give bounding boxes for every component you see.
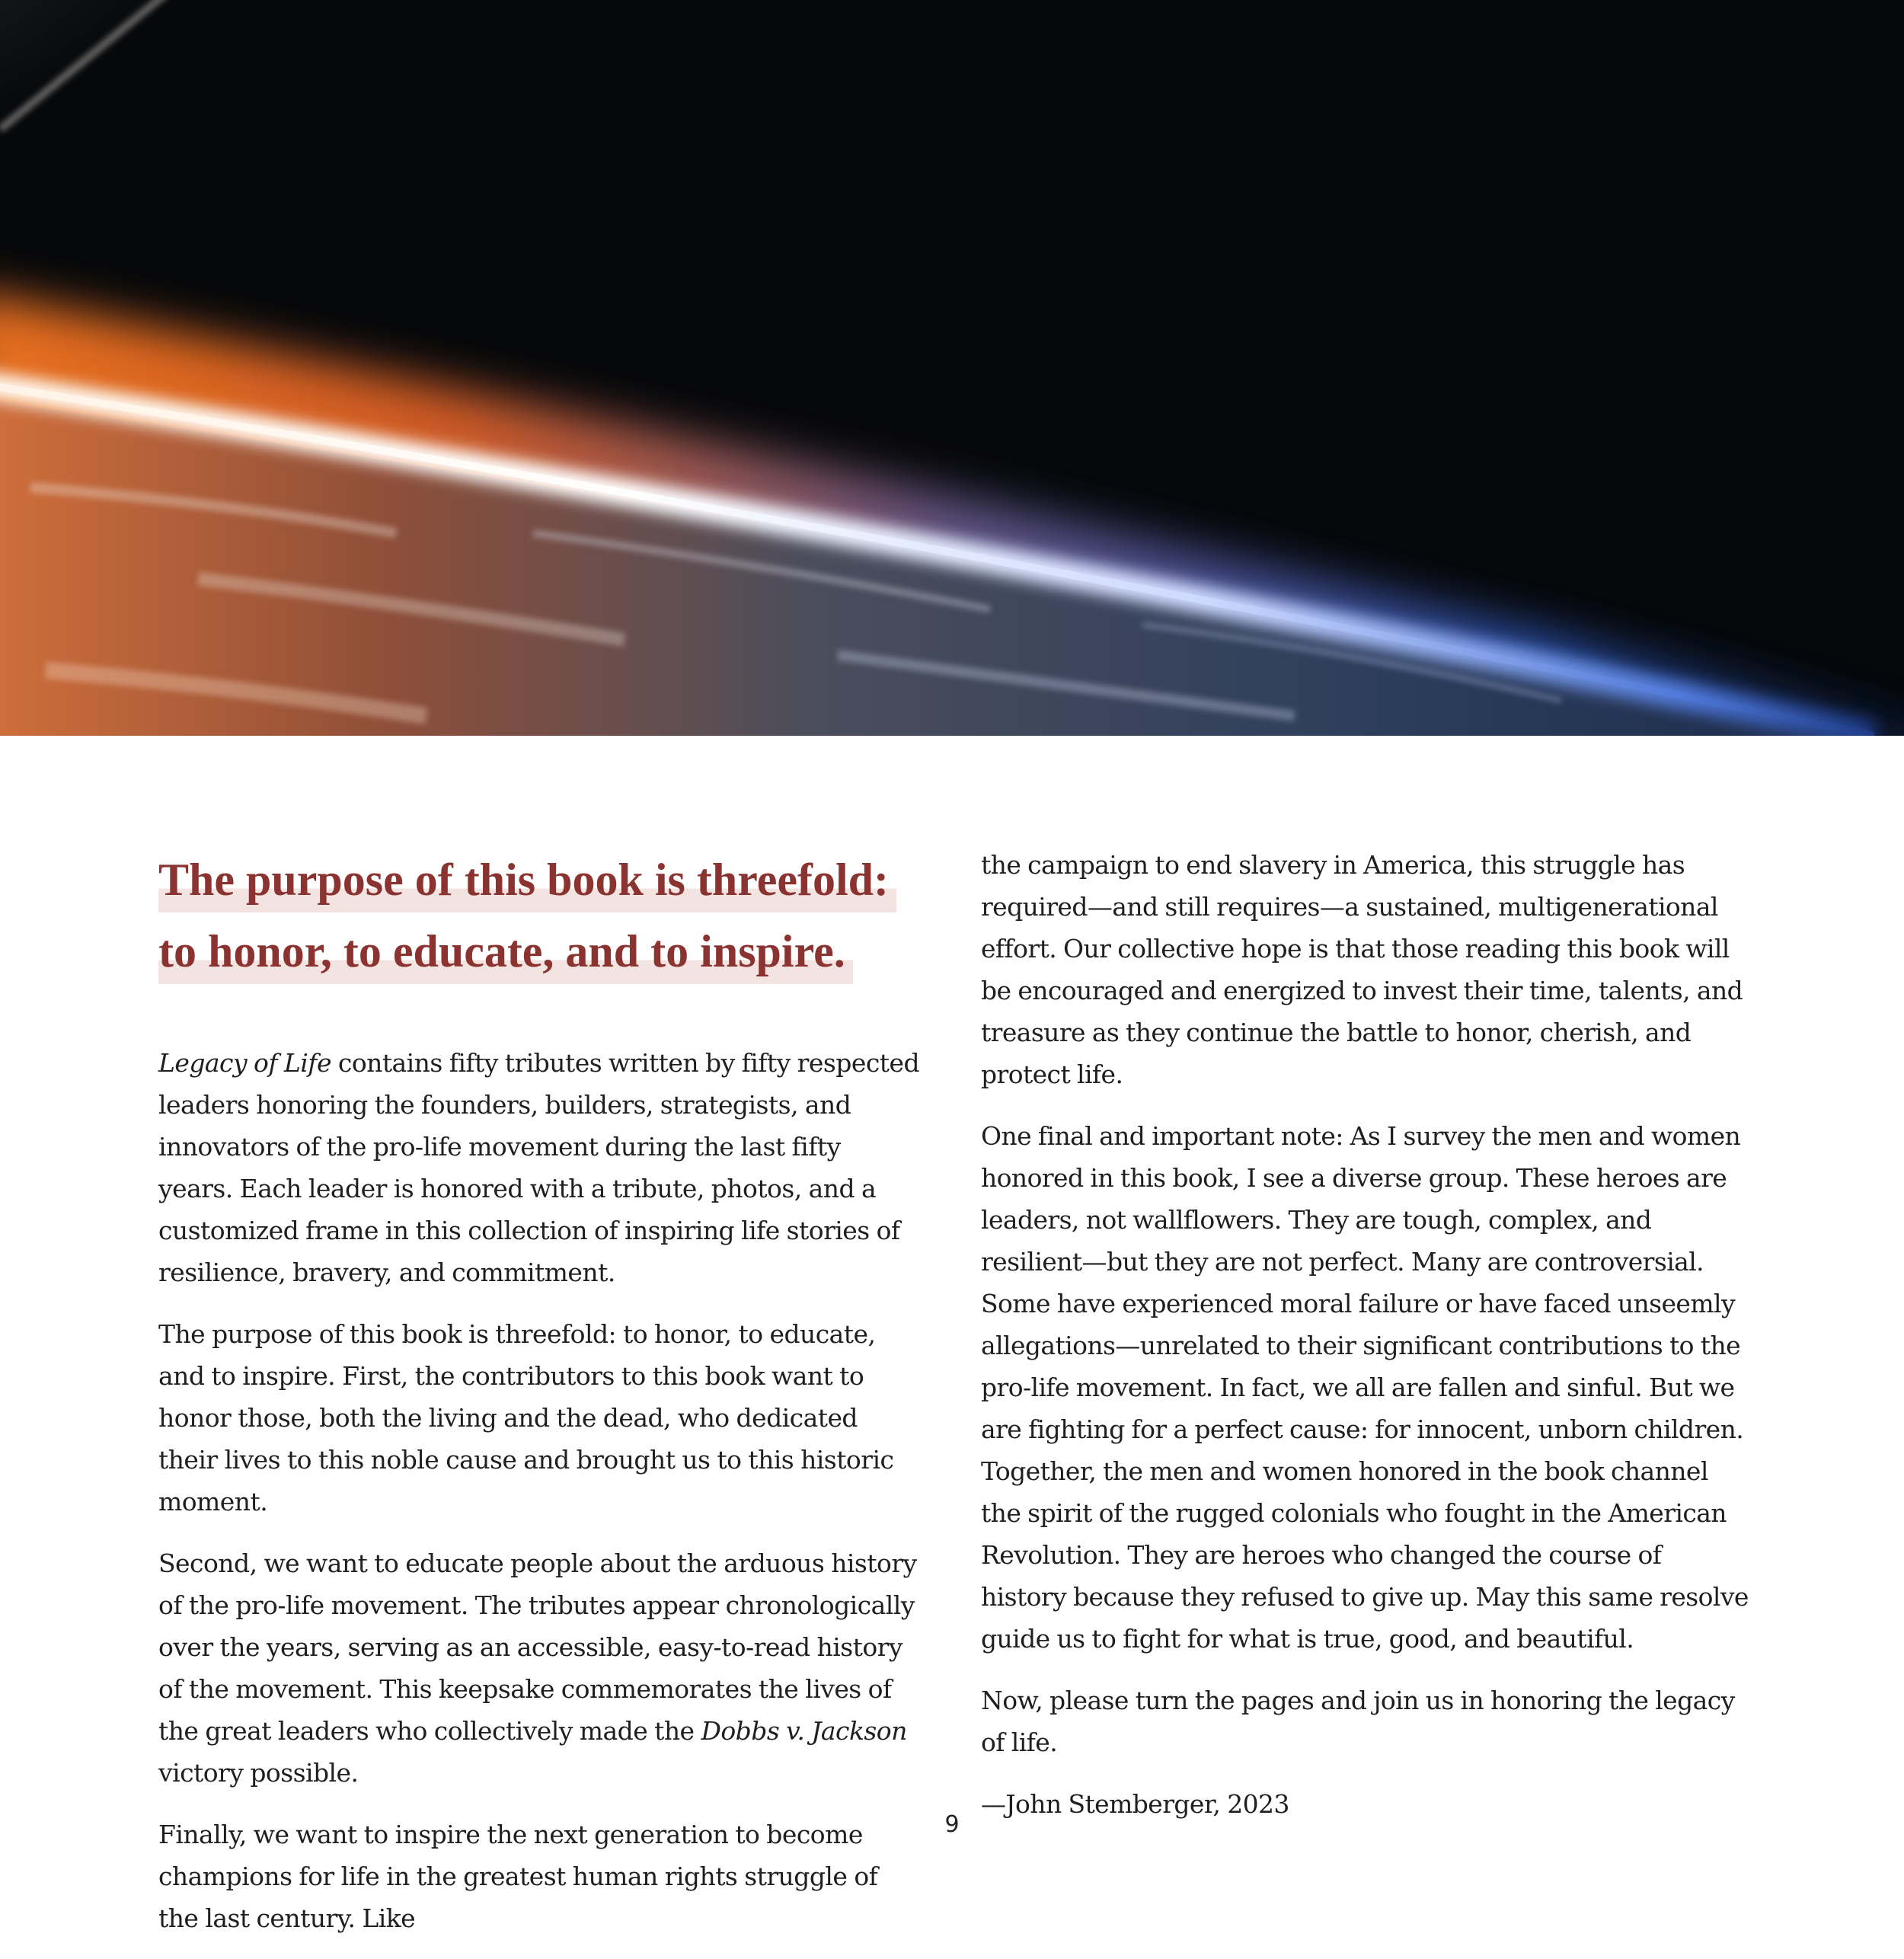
- final-note-paragraph: One final and important note: As I survey the men and women honored in this book, I see a diverse group. These heroes are leaders, not wallflowers. They are tough, complex, and resilient—but they are not perfect. Many are controversial. Some have experienced moral failure or have faced unseemly allegations—unrelated to their significant contributions to the pro-life movement. In fact, we all are fallen and sinful. But we are fighting for a perfect cause: for innocent, unborn children. Together, the men and women honored in the book channel the spirit of the rugged colonials who fought in the American Revolution. They are heroes who changed the course of history because they refused to give up. May this same resolve guide us to fight for what is true, good, and beautiful.: [981, 1121, 1749, 1654]
- educate-paragraph: [158, 1542, 920, 1794]
- educate-paragraph-text: Second, we want to educate people about the arduous history of the pro-life movement. The tributes appear chronologically over the years, serving as an accessible, easy-to-read history of the movement. This keepsake commemorates the lives of the great leaders who collectively made the: [158, 1548, 917, 1746]
- author-signature: —John Stemberger, 2023: [981, 1789, 1289, 1819]
- closing-paragraph: Now, please turn the pages and join us in honoring the legacy of life.: [981, 1686, 1735, 1757]
- inspire-paragraph: Finally, we want to inspire the next generation to become champions for life in the greatest human rights struggle of the last century. Like: [158, 1820, 878, 1933]
- case-name: Dobbs v. Jackson: [701, 1716, 907, 1746]
- intro-paragraph: [158, 1042, 920, 1293]
- educate-paragraph-end: victory possible.: [158, 1758, 359, 1788]
- hero-image-earth-horizon: [0, 0, 1904, 736]
- page-headline: [158, 844, 920, 987]
- page-number: 9: [944, 1811, 960, 1838]
- right-column: [981, 844, 1750, 1845]
- earth-horizon-graphic: [0, 0, 1904, 736]
- purpose-paragraph: The purpose of this book is threefold: to honor, to educate, and to inspire. First, the contributors to this book want to honor those, both the living and the dead, who dedicated their lives to this noble cause and brought us to this historic moment.: [158, 1319, 894, 1516]
- continuation-paragraph: the campaign to end slavery in America, this struggle has required—and still requires—a sustained, multigenerational effort. Our collective hope is that those reading this book will be encouraged and energized to invest their time, talents, and treasure as they continue the battle to honor, cherish, and protect life.: [981, 850, 1743, 1089]
- headline-line-1: The purpose of this book is threefold:: [158, 844, 896, 916]
- book-title: Legacy of Life: [158, 1048, 331, 1078]
- left-column: [158, 844, 920, 1959]
- headline-line-2: to honor, to educate, and to inspire.: [158, 916, 853, 987]
- intro-paragraph-text: contains fifty tributes written by fifty respected leaders honoring the founders, builders, strategists, and innovators of the pro-life movement during the last fifty years. Each leader is honored with a tribute, photos, and a customized frame in this collection of inspiring life stories of resilience, bravery, and commitment.: [158, 1048, 920, 1287]
